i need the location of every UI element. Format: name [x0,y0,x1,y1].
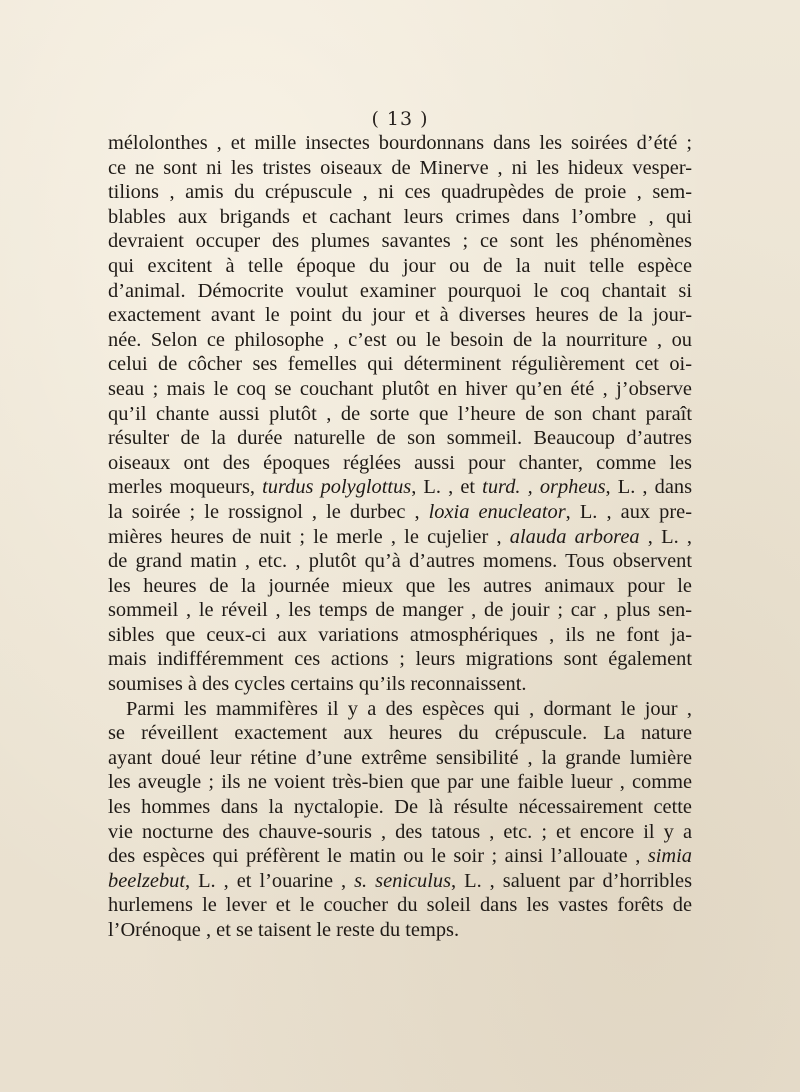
text-run: , L. , aux pre- [565,500,692,523]
text-run: , L. , et [411,476,483,499]
text-run: sommeil , le réveil , les temps de manger , de jouir ; car , plus sen- [108,599,692,622]
text-line [108,180,692,205]
text-line [108,475,692,500]
text-line [108,451,692,476]
text-line [108,623,692,648]
text-run: Parmi les mammifères il y a des espèces qui , dormant le jour , [126,697,692,720]
text-line [108,770,692,795]
italic-text: s. seniculus [354,869,452,892]
text-run: se réveillent exactement aux heures du crépuscule. La nature [108,722,692,745]
text-run: tilions , amis du crépuscule , ni ces quadrupèdes de proie , sem- [108,181,692,204]
text-run: celui de côcher ses femelles qui déterminent régulièrement cet oi- [108,353,692,376]
text-run: sibles que ceux-ci aux variations atmosphériques , ils ne font ja- [108,623,692,646]
text-line [108,205,692,230]
text-line [108,721,692,746]
text-run: qui excitent à telle époque du jour ou de la nuit telle espèce [108,254,692,277]
text-line [108,844,692,869]
italic-text: turd. , orpheus [482,476,606,499]
text-line [108,918,692,943]
text-run: oiseaux ont des époques réglées aussi pour chanter, comme les [108,451,692,474]
text-run: vie nocturne des chauve-souris , des tatous , etc. ; et encore il y a [108,820,692,843]
text-run: les heures de la journée mieux que les autres animaux pour le [108,574,692,597]
text-run: résulter de la durée naturelle de son sommeil. Beaucoup d’autres [108,427,692,450]
text-line [108,697,692,722]
text-run: , L. , [639,525,692,548]
text-run: les hommes dans la nyctalopie. De là résulte nécessairement cette [108,796,692,819]
text-line [108,402,692,427]
text-run: mais indifféremment ces actions ; leurs migrations sont également [108,648,692,671]
text-run: , L. , et l’ouarine , [185,869,355,892]
italic-text: turdus polyglottus [262,476,412,499]
text-line [108,893,692,918]
italic-text: alauda arborea [509,525,640,548]
text-run: soumises à des cycles certains qu’ils reconnaissent. [108,673,527,696]
text-run: d’animal. Démocrite voulut examiner pourquoi le coq chantait si [108,279,692,302]
text-run: , L. , dans [605,476,693,499]
text-run: merles moqueurs, [108,476,263,499]
text-run: blables aux brigands et cachant leurs crimes dans l’ombre , qui [108,205,692,228]
italic-text: beelzebut [108,869,186,892]
text-run: , L. , saluent par d’horribles [451,869,693,892]
text-line [108,131,692,156]
text-run: seau ; mais le coq se couchant plutôt en hiver qu’en été , j’observe [108,377,692,400]
text-run: née. Selon ce philosophe , c’est ou le besoin de la nourriture , ou [108,328,692,351]
text-run: hurlemens le lever et le coucher du soleil dans les vastes forêts de [108,894,692,917]
text-line [108,156,692,181]
text-line [108,352,692,377]
text-line [108,426,692,451]
text-line [108,869,692,894]
text-line [108,303,692,328]
text-run: mières heures de nuit ; le merle , le cujelier , [108,525,510,548]
text-line [108,279,692,304]
text-line [108,549,692,574]
text-line [108,525,692,550]
text-run: de grand matin , etc. , plutôt qu’à d’autres momens. Tous observent [108,550,692,573]
text-run: exactement avant le point du jour et à diverses heures de la jour- [108,304,692,327]
text-line [108,598,692,623]
text-line [108,328,692,353]
text-line [108,574,692,599]
text-line [108,229,692,254]
text-run: devraient occuper des plumes savantes ; ce sont les phénomènes [108,230,692,253]
text-line [108,500,692,525]
text-line [108,672,692,697]
text-line [108,746,692,771]
text-run: la soirée ; le rossignol , le durbec , [108,500,429,523]
text-line [108,795,692,820]
body-text [108,131,692,943]
page-number: ( 13 ) [371,108,429,130]
text-line [108,254,692,279]
text-line [108,647,692,672]
text-run: ce ne sont ni les tristes oiseaux de Minerve , ni les hideux vesper- [108,156,692,179]
text-line [108,377,692,402]
italic-text: loxia enucleator [428,500,566,523]
text-run: l’Orénoque , et se taisent le reste du temps. [108,919,460,941]
text-run: ayant doué leur rétine d’une extrême sensibilité , la grande lumière [108,746,692,769]
text-run: les aveugle ; ils ne voient très-bien que par une faible lueur , comme [108,771,692,794]
text-run: des espèces qui préfèrent le matin ou le soir ; ainsi l’allouate , [108,845,648,868]
text-run: mélolonthes , et mille insectes bourdonnans dans les soirées d’été ; [108,132,692,154]
italic-text: simia [647,845,692,868]
text-line [108,820,692,845]
text-run: qu’il chante aussi plutôt , de sorte que l’heure de son chant paraît [108,402,692,425]
